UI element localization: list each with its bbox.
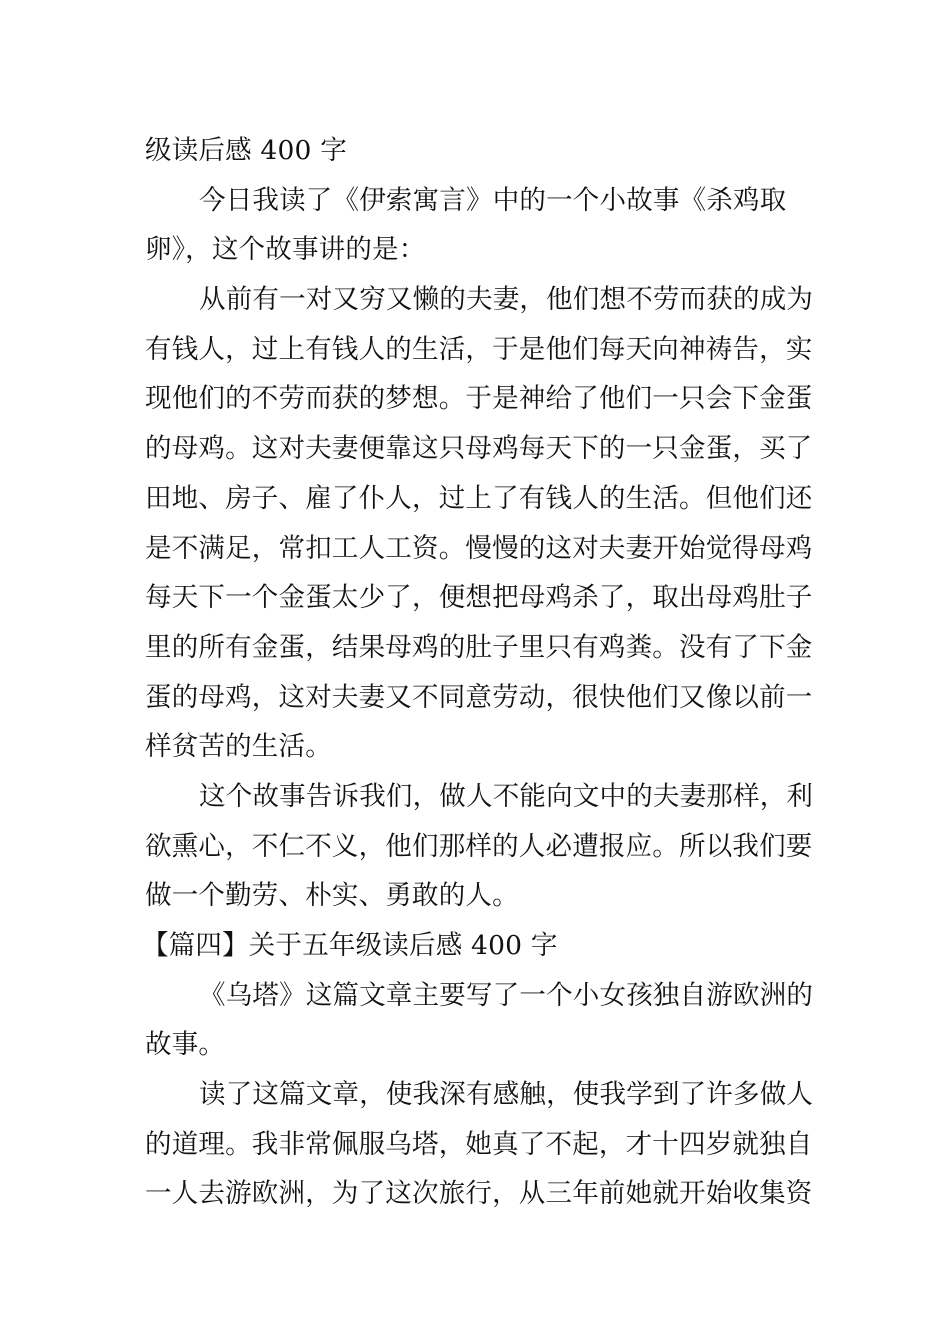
paragraph-line: 是不满足，常扣工人工资。慢慢的这对夫妻开始觉得母鸡: [145, 532, 813, 564]
document-body: [142, 126, 814, 1219]
paragraph-line: 今日我读了《伊索寓言》中的一个小故事《杀鸡取: [199, 184, 787, 216]
paragraph-line: 一人去游欧洲，为了这次旅行，从三年前她就开始收集资: [145, 1178, 813, 1210]
paragraph-line: 做一个勤劳、朴实、勇敢的人。: [145, 880, 519, 912]
paragraph-line: 欲熏心，不仁不义，他们那样的人必遭报应。所以我们要: [145, 830, 813, 862]
paragraph-line: 的道理。我非常佩服乌塔，她真了不起，才十四岁就独自: [145, 1128, 813, 1160]
section-heading-text: 【篇四】关于五年级读后感 400 字: [142, 930, 558, 961]
paragraph-line: 里的所有金蛋，结果母鸡的肚子里只有鸡粪。没有了下金: [145, 631, 813, 663]
paragraph-line: 的母鸡。这对夫妻便靠这只母鸡每天下的一只金蛋，买了: [145, 433, 813, 465]
paragraph-line: 这个故事告诉我们，做人不能向文中的夫妻那样，利: [199, 780, 814, 812]
paragraph-line: 蛋的母鸡，这对夫妻又不同意劳动，很快他们又像以前一: [145, 681, 813, 713]
paragraph-line: 有钱人，过上有钱人的生活，于是他们每天向神祷告，实: [145, 333, 813, 365]
paragraph-line: 每天下一个金蛋太少了，便想把母鸡杀了，取出母鸡肚子: [145, 582, 813, 614]
section-heading: [142, 921, 810, 971]
paragraph-line: 读了这篇文章，使我深有感触，使我学到了许多做人: [199, 1079, 814, 1111]
paragraph-line: 样贫苦的生活。: [145, 731, 332, 763]
paragraph-line: 卵》，这个故事讲的是：: [145, 234, 426, 266]
paragraph-line: 从前有一对又穷又懒的夫妻，他们想不劳而获的成为: [199, 284, 814, 316]
paragraph-line: 故事。: [145, 1029, 226, 1061]
paragraph-line: 现他们的不劳而获的梦想。于是神给了他们一只会下金蛋: [145, 383, 813, 415]
paragraph-line: 《乌塔》这篇文章主要写了一个小女孩独自游欧洲的: [199, 979, 814, 1011]
paragraph-line: 田地、房子、雇了仆人，过上了有钱人的生活。但他们还: [145, 482, 813, 514]
section-title-line: 级读后感 400 字: [145, 135, 347, 166]
